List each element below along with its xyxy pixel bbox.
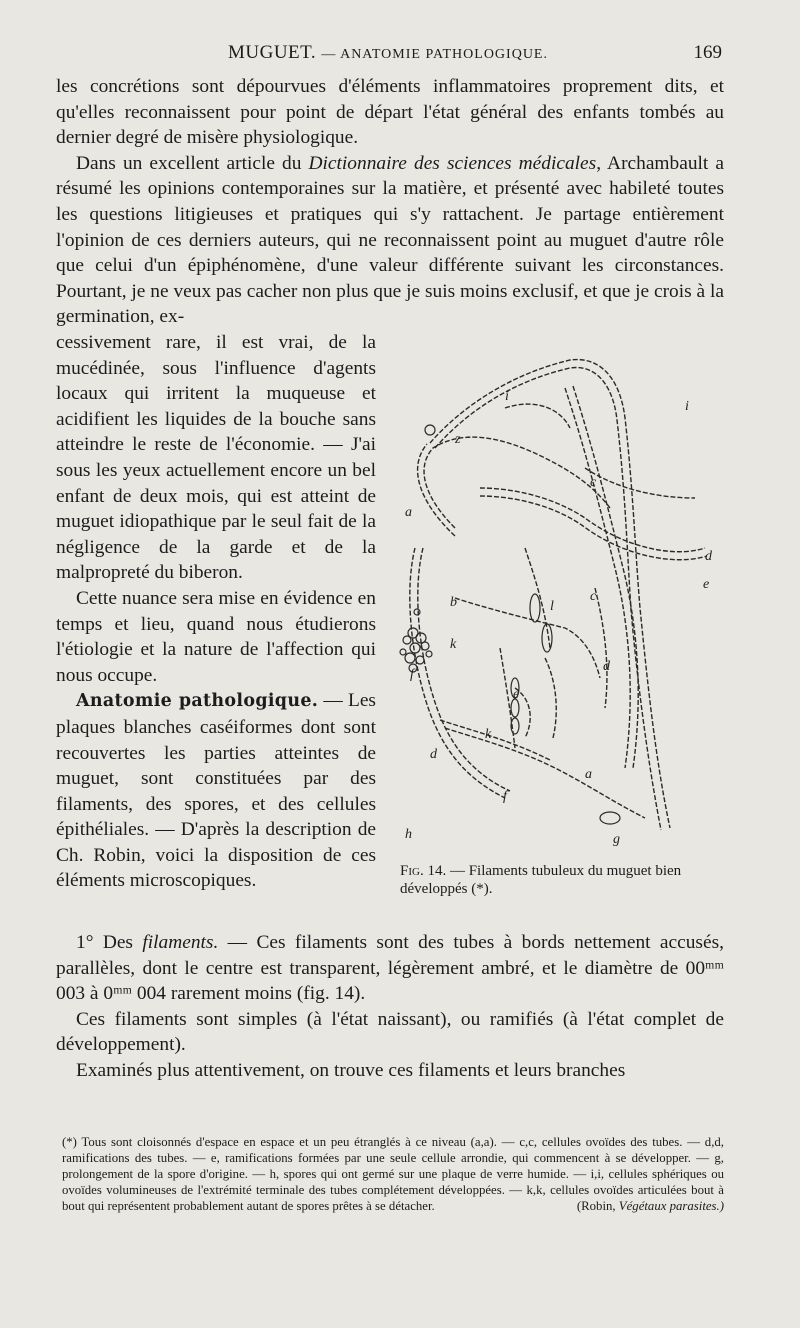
- fig-letter-e-mid: e: [513, 687, 520, 702]
- fig-letter-i-right: i: [685, 399, 689, 414]
- paragraph-3: Cette nuance sera mise en évidence en temps et lieu, quand nous étudierons l'étiologie et la nature de l'affection qui nous occupe.: [56, 587, 376, 686]
- fig-letter-z: z: [455, 432, 461, 447]
- running-header: [58, 42, 722, 68]
- paragraph-4: [56, 688, 376, 894]
- fig-letter-f: f: [410, 667, 414, 682]
- fig-letter-e-right: e: [703, 577, 710, 592]
- filaments-rest: — Ces filaments sont des tubes à bords nettement accusés, parallèles, dont le centre est transparent, légèrement ambré, et le diamètre de 00ᵐᵐ 003 à 0ᵐᵐ 004 rarement moins (fig. 14).: [56, 932, 724, 1005]
- footnote-source: [577, 1198, 724, 1214]
- fig-letter-d-right: d: [705, 549, 712, 564]
- fig-letter-a-bottom: a: [585, 767, 592, 782]
- figure-14-illustration: [385, 348, 730, 853]
- figure-caption-text: — Filaments tubuleux du muguet bien développés (*).: [400, 863, 682, 897]
- bottom-text-block: [56, 930, 724, 1084]
- fig-letter-g: g: [613, 832, 620, 847]
- footnote-text: [62, 1134, 724, 1214]
- para2-lead: Dans un excellent article du: [76, 152, 309, 174]
- footnote-author: (Robin,: [576, 1199, 616, 1213]
- fig-letter-d-mid: d: [603, 659, 610, 674]
- filaments-term: filaments.: [142, 932, 219, 953]
- paragraph-2-continued: cessivement rare, il est vrai, de la mucédinée, sous l'influence d'agents locaux qui irritent la muqueuse et acidifient les liquides de la bouche sans atteindre le reste de l'économie. — J'ai sous les yeux actuellement encore un bel enfant de deux mois, qui est atteint de muguet idiopathique par le seul fait de la négligence de la garde et de la malpropreté du biberon.: [56, 332, 376, 584]
- filaments-lead: 1° Des: [76, 932, 143, 953]
- paragraph-examines: Examinés plus attentivement, on trouve ces filaments et leurs branches: [76, 1059, 626, 1081]
- fig-letter-c-top: c: [590, 475, 597, 490]
- footnote: [62, 1134, 724, 1214]
- section-heading: Anatomie pathologique.: [76, 691, 319, 712]
- page-number: 169: [693, 42, 722, 63]
- fig-letter-h: h: [405, 827, 412, 842]
- figure-caption: [400, 862, 730, 898]
- fig-letter-d-left: d: [430, 747, 437, 762]
- fig-letter-k-mid: k: [485, 727, 492, 742]
- fig-letter-k-left: k: [450, 637, 457, 652]
- footnote-work: Végétaux parasites.): [618, 1199, 724, 1213]
- fig-letter-i-top: i: [505, 389, 509, 404]
- para2-rest: , Archambault a résumé les opinions contemporaines sur la matière, et présenté avec habileté toutes les questions litigieuses et pratiques qui s'y rattachent. Je partage entièrement l'opinion de ces derniers auteurs, qui ne reconnaissent point au muguet d'autre rôle que celui d'un épiphénomène, d'une valeur différente suivant les circonstances. Pourtant, je ne veux pas cacher non plus que je suis moins exclusif, et que je crois à la germination, ex-: [56, 152, 724, 328]
- running-title-main: MUGUET.: [228, 42, 317, 63]
- fig-letter-f-bottom: f: [503, 789, 507, 804]
- para4-text: — Les plaques blanches caséiformes dont sont recouvertes les parties atteintes de muguet, sont constituées par des filaments, des spores, et des cellules épithéliales. — D'après la description de Ch. Robin, voici la disposition de ces éléments microscopiques.: [56, 690, 376, 892]
- paragraph-ramifies: Ces filaments sont simples (à l'état naissant), ou ramifiés (à l'état complet de développement).: [56, 1008, 724, 1056]
- paragraph-1: les concrétions sont dépourvues d'éléments inflammatoires proprement dits, et qu'elles reconnaissent pour point de départ l'état général des enfants tombés au dernier degré de misère physiologique.: [56, 76, 724, 149]
- footnote-body: (*) Tous sont cloisonnés d'espace en espace et un peu étranglés à ce niveau (a,a). — c,c, cellules ovoïdes des tubes. — d,d, ramifications des tubes. — e, ramifications formées par une seule cellule arrondie, qui commencent à se développer. — g, prolongement de la spore d'origine. — h, spores qui ont germé sur une plaque de verre humide. — i,i, cellules sphériques ou ovoïdes volumineuses de l'extrémité terminale des tubes complétement développées. — k,k, cellules ovoïdes articulées bout à bout qui représentent probablement autant de spores prêtes à se détacher.: [62, 1135, 724, 1213]
- fig-letter-c-mid: c: [590, 589, 597, 604]
- dictionary-title: Dictionnaire des sciences médicales: [308, 152, 597, 174]
- fig-letter-l: l: [550, 599, 554, 614]
- figure-label: Fig. 14.: [400, 863, 447, 879]
- top-text-block: [56, 74, 724, 330]
- fig-letter-a-left: a: [405, 505, 412, 520]
- paragraph-filaments: [56, 930, 724, 1007]
- paragraph-2: [56, 151, 724, 330]
- running-title-section: — ANATOMIE PATHOLOGIQUE.: [321, 47, 548, 62]
- running-title: [228, 42, 548, 64]
- left-column-text: [56, 330, 376, 894]
- fig-letter-b: b: [450, 595, 457, 610]
